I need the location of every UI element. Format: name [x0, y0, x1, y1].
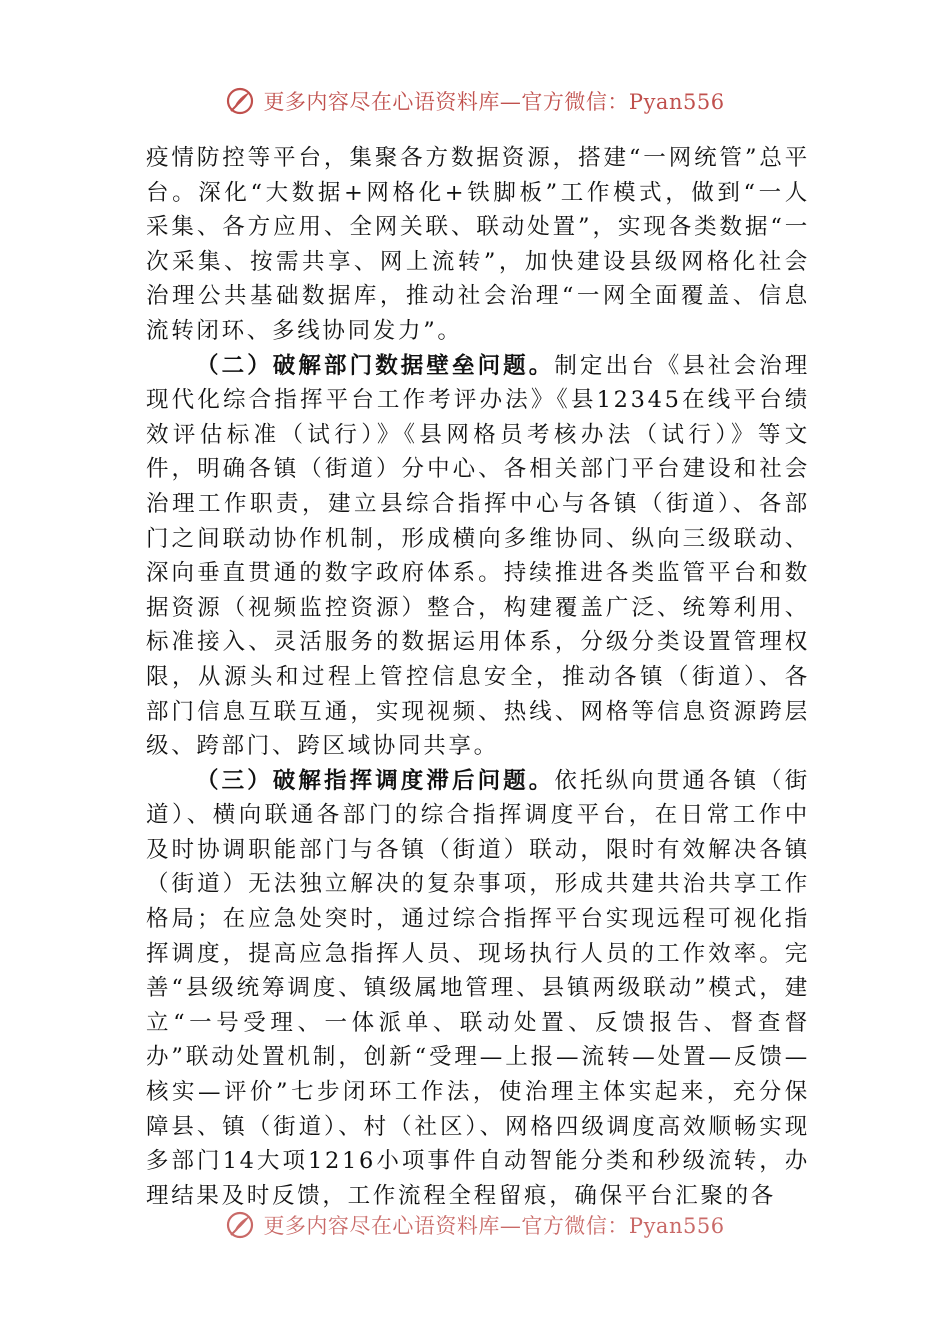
watermark-text: 更多内容尽在心语资料库—官方微信：Pyan556 [263, 90, 725, 114]
paragraph-1 [146, 141, 810, 349]
paragraph-3-body: 依托纵向贯通各镇（街道）、横向联通各部门的综合指挥调度平台，在日常工作中及时协调职能部门与各镇（街道）联动，限时有效解决各镇（街道）无法独立解决的复杂事项，形成共建共治共享工作格局；在应急处突时，通过综合指挥平台实现远程可视化指挥调度，提高应急指挥人员、现场执行人员的工作效率。完善“县级统筹调度、镇级属地管理、县镇两级联动”模式，建立“一号受理、一体派单、联动处置、反馈报告、督查督办”联动处置机制，创新“受理—上报—流转—处置—反馈—核实—评价”七步闭环工作法，使治理主体实起来，充分保障县、镇（街道）、村（社区）、网格四级调度高效顺畅实现多部门14大项1216小项事件自动智能分类和秒级流转，办理结果及时反馈，工作流程全程留痕，确保平台汇聚的各 [146, 767, 810, 1209]
watermark-text: 更多内容尽在心语资料库—官方微信：Pyan556 [263, 1214, 725, 1238]
feather-logo-icon [225, 1210, 255, 1240]
watermark-footer [0, 1210, 950, 1240]
paragraph-3 [146, 764, 810, 1214]
paragraph-2 [146, 349, 810, 764]
feather-logo-icon [225, 86, 255, 116]
watermark-header [0, 86, 950, 116]
paragraph-2-body: 制定出台《县社会治理现代化综合指挥平台工作考评办法》《县12345在线平台绩效评估标准（试行）》《县网格员考核办法（试行）》等文件，明确各镇（街道）分中心、各相关部门平台建设和社会治理工作职责，建立县综合指挥中心与各镇（街道）、各部门之间联动协作机制，形成横向多维协同、纵向三级联动、深向垂直贯通的数字政府体系。持续推进各类监管平台和数据资源（视频监控资源）整合，构建覆盖广泛、统筹利用、标准接入、灵活服务的数据运用体系，分级分类设置管理权限，从源头和过程上管控信息安全，推动各镇（街道）、各部门信息互联互通，实现视频、热线、网格等信息资源跨层级、跨部门、跨区域协同共享。 [146, 352, 810, 760]
document-body [146, 141, 810, 1213]
paragraph-1-body: 疫情防控等平台，集聚各方数据资源，搭建“一网统管”总平台。深化“大数据+网格化+铁脚板”工作模式，做到“一人采集、各方应用、全网关联、联动处置”，实现各类数据“一次采集、按需共享、网上流转”，加快建设县级网格化社会治理公共基础数据库，推动社会治理“一网全面覆盖、信息流转闭环、多线协同发力”。 [146, 145, 810, 344]
paragraph-2-heading: （二）破解部门数据壁垒问题。 [196, 352, 555, 379]
paragraph-3-heading: （三）破解指挥调度滞后问题。 [196, 767, 555, 794]
